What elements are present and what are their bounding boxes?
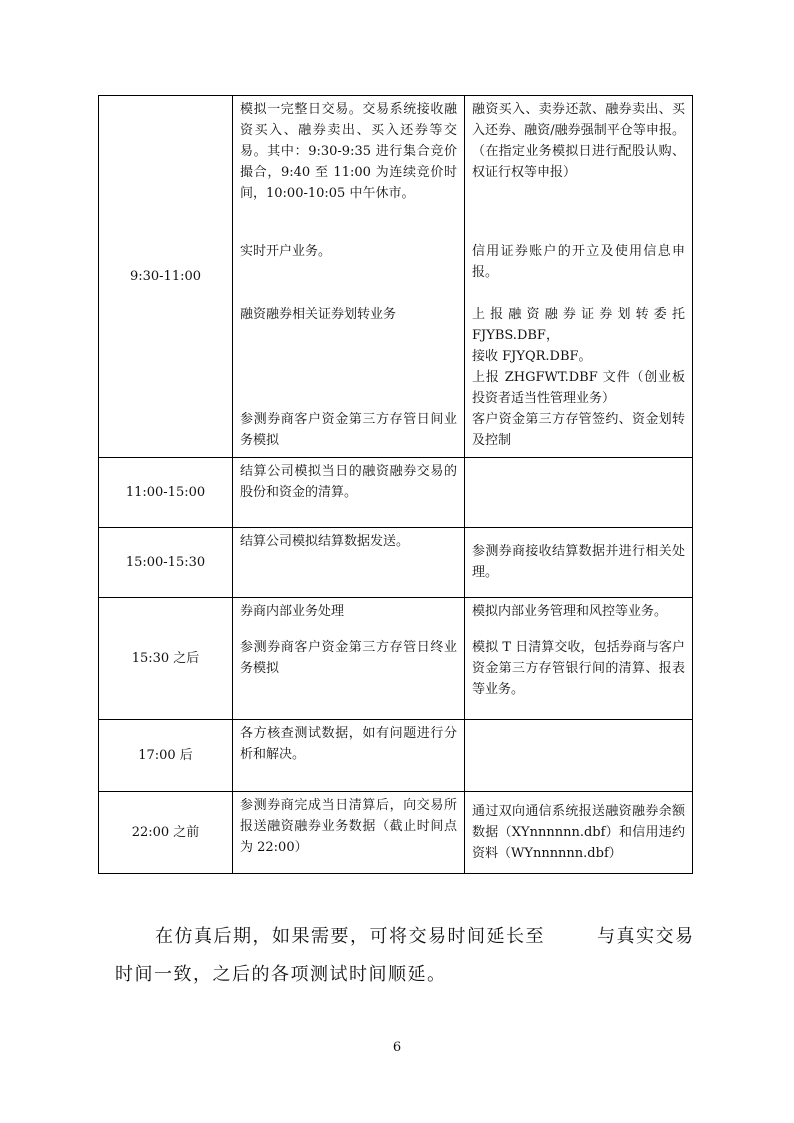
- table-row: [99, 792, 693, 874]
- description-cell: [233, 458, 465, 528]
- requirement-cell: [465, 458, 693, 528]
- body-paragraph-line-2: 时间一致，之后的各项测试时间顺延。: [115, 964, 447, 985]
- time-cell: 17:00 后: [99, 720, 233, 792]
- description-text: 模拟一完整日交易。交易系统接收融资买入、融券卖出、买入还券等交易。其中：9:30-9:35 进行集合竞价撮合，9:40 至 11:00 为连续竞价时间，10:00-10:05 中午休市。: [240, 102, 457, 201]
- requirement-text: 融资买入、卖券还款、融券卖出、买入还券、融资/融券强制平仓等申报。（在指定业务模拟日进行配股认购、权证行权等申报）: [472, 102, 685, 180]
- table-row: [99, 528, 693, 598]
- description-cell: [233, 96, 465, 458]
- time-cell: 11:00-15:00: [99, 458, 233, 528]
- requirement-text: 通过双向通信系统报送融资融券余额数据（XYnnnnnn.dbf）和信用违约资料（WYnnnnnn.dbf）: [472, 803, 685, 861]
- requirement-text: 信用证券账户的开立及使用信息申报。: [472, 244, 685, 280]
- paragraph-text: 在仿真后期，如果需要，可将交易时间延长至: [155, 926, 545, 947]
- description-text: 参测券商客户资金第三方存管日间业务模拟: [240, 412, 457, 448]
- table-row: [99, 720, 693, 792]
- description-text: 融资融券相关证券划转业务: [240, 307, 397, 322]
- time-cell: 9:30-11:00: [99, 96, 233, 458]
- requirement-cell: [465, 96, 693, 458]
- time-cell: 15:00-15:30: [99, 528, 233, 598]
- description-text: 结算公司模拟当日的融资融券交易的股份和资金的清算。: [240, 464, 457, 500]
- time-cell: 15:30 之后: [99, 598, 233, 720]
- requirement-text: 参测券商接收结算数据并进行相关处理。: [472, 544, 685, 580]
- description-text: 参测券商完成当日清算后，向交易所报送融资融券业务数据（截止时间点为 22:00）: [240, 798, 457, 855]
- paragraph-text: 与真实交易: [597, 926, 695, 947]
- description-text: 券商内部业务处理: [240, 604, 345, 619]
- requirement-text: 模拟内部业务管理和风控等业务。: [472, 604, 668, 619]
- table-row: [99, 598, 693, 720]
- description-cell: [233, 598, 465, 720]
- requirement-cell: [465, 528, 693, 598]
- schedule-table: [98, 95, 693, 874]
- description-cell: [233, 792, 465, 874]
- table-row: [99, 96, 693, 458]
- table-row: [99, 458, 693, 528]
- requirement-cell: [465, 720, 693, 792]
- body-paragraph-line-1: [115, 925, 695, 949]
- requirement-cell: [465, 598, 693, 720]
- description-text: 结算公司模拟结算数据发送。: [240, 534, 410, 549]
- requirement-text: 模拟 T 日清算交收，包括券商与客户资金第三方存管银行间的清算、报表等业务。: [472, 640, 685, 697]
- description-text: 各方核查测试数据，如有问题进行分析和解决。: [240, 726, 457, 762]
- requirement-cell: [465, 792, 693, 874]
- description-text: 参测券商客户资金第三方存管日终业务模拟: [240, 640, 457, 676]
- requirement-text: 客户资金第三方存管签约、资金划转及控制: [472, 412, 685, 448]
- description-cell: [233, 720, 465, 792]
- requirement-text: 上报融资融券证券划转委托 FJYBS.DBF， 接收 FJYQR.DBF。 上报 ZHGFWT.DBF 文件（创业板投资者适当性管理业务）: [472, 307, 685, 406]
- description-cell: [233, 528, 465, 598]
- time-cell: 22:00 之前: [99, 792, 233, 874]
- description-text: 实时开户业务。: [240, 244, 332, 259]
- page-number: 6: [392, 1040, 402, 1055]
